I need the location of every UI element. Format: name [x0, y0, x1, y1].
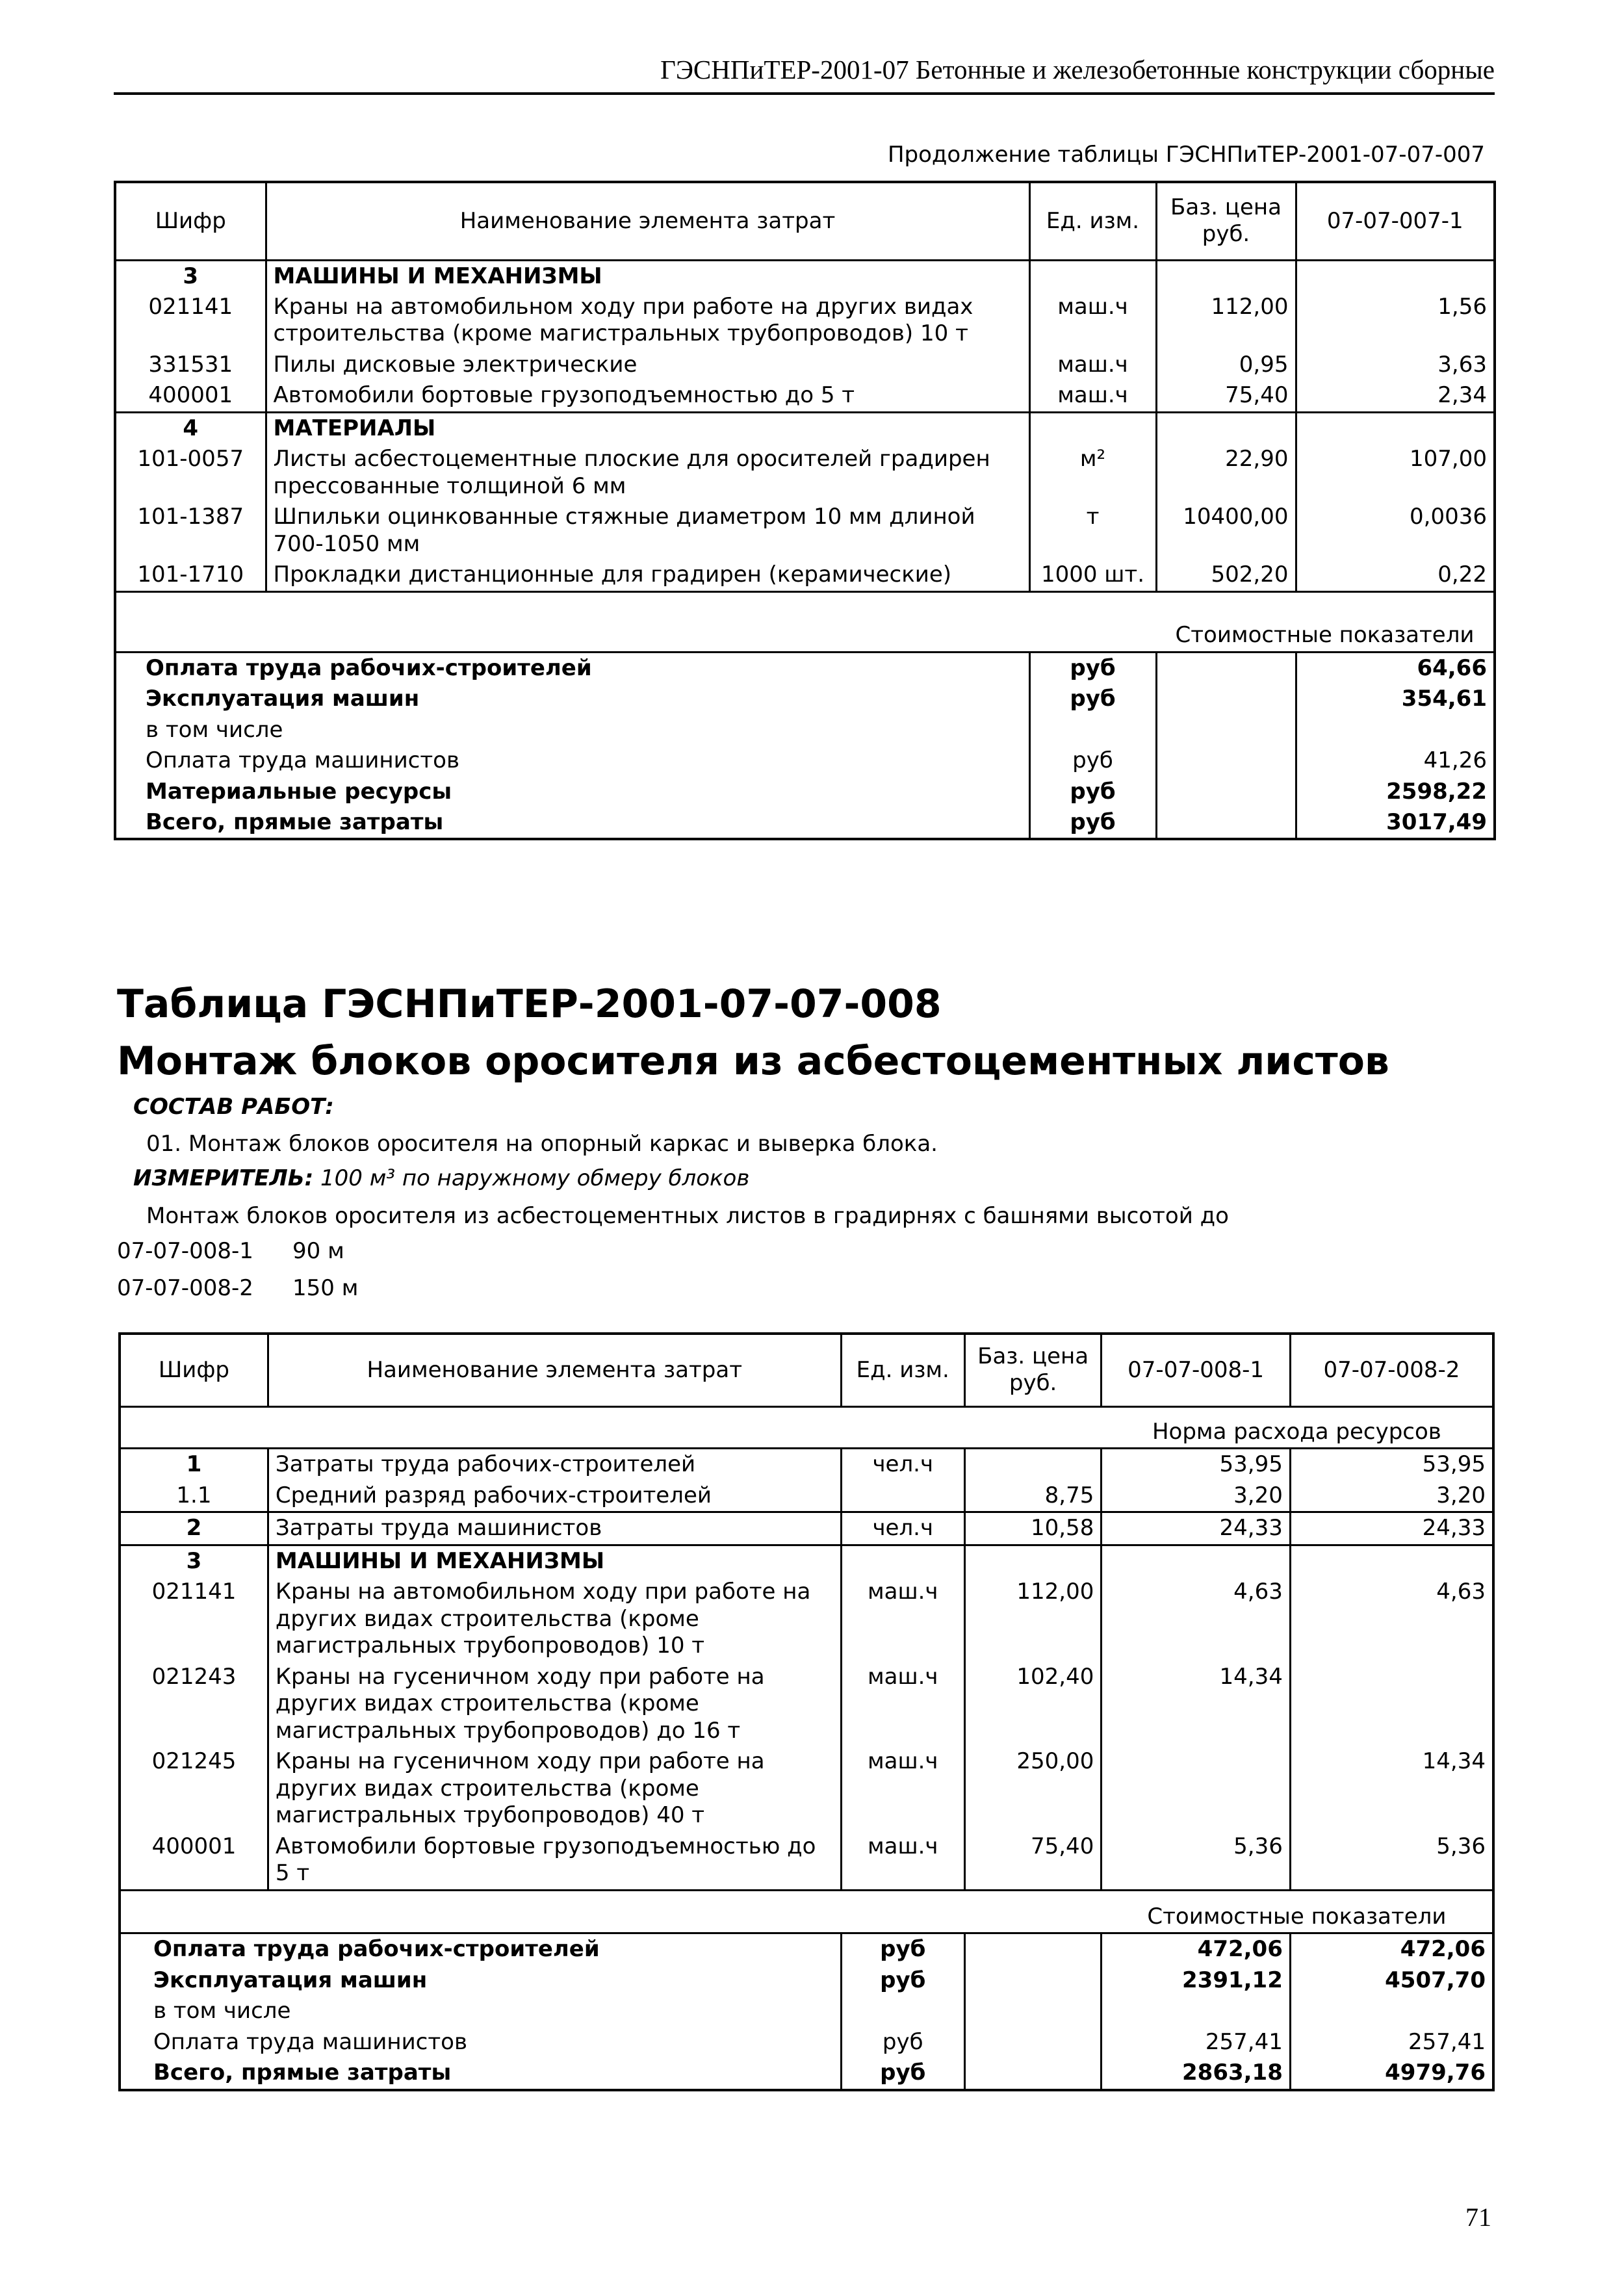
row-price: 10400,00	[1156, 502, 1296, 560]
row-v1: 14,34	[1102, 1662, 1291, 1746]
row-unit: маш.ч	[841, 1577, 964, 1661]
table-row	[115, 502, 1495, 560]
row-v1: 2,34	[1296, 380, 1495, 412]
cost-v1: 354,61	[1296, 684, 1495, 714]
row-v2: 14,34	[1290, 1746, 1493, 1831]
cost-unit: руб	[841, 2027, 964, 2058]
row-v2: 3,20	[1290, 1480, 1493, 1512]
cost-unit: руб	[1029, 684, 1156, 714]
row-code: 1	[120, 1449, 268, 1480]
table-07-07-007	[114, 181, 1496, 840]
cost-name: Всего, прямые затраты	[146, 808, 444, 835]
table-row	[120, 1577, 1493, 1661]
section-code: 3	[120, 1545, 268, 1577]
row-v2: 53,95	[1290, 1449, 1493, 1480]
col-header-v2: 07-07-008-2	[1290, 1334, 1493, 1406]
section-row	[120, 1545, 1493, 1577]
row-price: 112,00	[1156, 292, 1296, 350]
row-code: 400001	[148, 382, 233, 409]
variant-code: 07-07-008-2	[117, 1275, 253, 1301]
cost-unit: руб	[1029, 745, 1156, 776]
row-v1: 0,0036	[1296, 502, 1495, 560]
cost-row	[115, 745, 1495, 776]
cost-name: Эксплуатация машин	[153, 1967, 428, 1993]
table-subtitle: Монтаж блоков оросителя из асбестоцементных листов	[117, 1039, 1389, 1084]
cost-name: Оплата труда машинистов	[146, 747, 460, 774]
row-v1: 1,56	[1296, 292, 1495, 350]
running-header: ГЭСНПиТЕР-2001-07 Бетонные и железобетонные конструкции сборные	[114, 47, 1495, 95]
col-header-price: Баз. цена руб.	[964, 1334, 1101, 1406]
cost-row	[115, 715, 1495, 745]
cost-name: Оплата труда машинистов	[153, 2028, 468, 2055]
cost-v1: 2863,18	[1102, 2058, 1291, 2089]
cost-unit: руб	[841, 1933, 964, 1965]
cost-row	[120, 1933, 1493, 1965]
row-name: Краны на автомобильном ходу при работе на других видах строительства (кроме магистральных трубопроводов) 10 т	[268, 1577, 841, 1661]
work-item: 01. Монтаж блоков оросителя на опорный каркас и выверка блока.	[146, 1131, 938, 1157]
row-unit: 1000 шт.	[1029, 560, 1156, 591]
row-price: 8,75	[964, 1480, 1101, 1512]
cost-name: Оплата труда рабочих-строителей	[115, 652, 1029, 684]
cost-v1: 64,66	[1296, 652, 1495, 684]
row-code: 021243	[151, 1663, 237, 1690]
cost-unit: руб	[1029, 777, 1156, 807]
row-unit: м²	[1029, 444, 1156, 502]
row-code: 101-1710	[137, 562, 244, 588]
norm-label: Норма расхода ресурсов	[1152, 1419, 1441, 1445]
row-unit: чел.ч	[841, 1449, 964, 1480]
col-header-code: Шифр	[115, 182, 266, 260]
table-row	[120, 1746, 1493, 1831]
row-unit: маш.ч	[1029, 292, 1156, 350]
table-row	[115, 380, 1495, 412]
row-price: 112,00	[964, 1577, 1101, 1661]
section-code: 4	[115, 412, 266, 444]
section-name: МАШИНЫ И МЕХАНИЗМЫ	[266, 260, 1029, 292]
row-name: Пилы дисковые электрические	[266, 350, 1029, 380]
description: Монтаж блоков оросителя из асбестоцементных листов в градирнях с башнями высотой до	[146, 1203, 1229, 1229]
row-code: 101-1387	[137, 504, 244, 530]
cost-row	[120, 2058, 1493, 2089]
row-code: 101-0057	[137, 446, 244, 472]
row-name: Шпильки оцинкованные стяжные диаметром 10 мм длиной 700-1050 мм	[266, 502, 1029, 560]
cost-name: Всего, прямые затраты	[153, 2060, 452, 2086]
table-row	[115, 292, 1495, 350]
variant-value: 150 м	[292, 1275, 359, 1301]
cost-label-row	[115, 620, 1495, 652]
sostav-label: СОСТАВ РАБОТ:	[133, 1094, 334, 1120]
row-price: 102,40	[964, 1662, 1101, 1746]
cost-label: Стоимостные показатели	[1175, 622, 1475, 649]
row-v1: 3,63	[1296, 350, 1495, 380]
row-name: Краны на гусеничном ходу при работе на других видах строительства (кроме магистральных трубопроводов) 40 т	[268, 1746, 841, 1831]
col-header-name: Наименование элемента затрат	[268, 1334, 841, 1406]
cost-v1: 257,41	[1102, 2027, 1291, 2058]
row-code: 1.1	[176, 1482, 212, 1508]
cost-unit: руб	[841, 1965, 964, 1996]
cost-name: Эксплуатация машин	[146, 686, 420, 712]
cost-v1: 472,06	[1102, 1933, 1291, 1965]
row-unit: маш.ч	[841, 1831, 964, 1890]
measure-line	[133, 1165, 749, 1191]
row-name: Затраты труда машинистов	[268, 1512, 841, 1545]
table-row	[120, 1480, 1493, 1512]
row-unit	[841, 1480, 964, 1512]
cost-v1: 3017,49	[1296, 807, 1495, 839]
row-unit: маш.ч	[1029, 350, 1156, 380]
row-name: Краны на автомобильном ходу при работе на других видах строительства (кроме магистральных трубопроводов) 10 т	[266, 292, 1029, 350]
cost-v2: 257,41	[1290, 2027, 1493, 2058]
col-header-name: Наименование элемента затрат	[266, 182, 1029, 260]
section-code: 3	[183, 263, 199, 289]
row-v1: 3,20	[1102, 1480, 1291, 1512]
col-header-v1: 07-07-007-1	[1296, 182, 1495, 260]
row-v1: 53,95	[1102, 1449, 1291, 1480]
row-code: 021141	[151, 1579, 237, 1605]
cost-name: в том числе	[146, 716, 283, 743]
row-v1: 4,63	[1102, 1577, 1291, 1661]
row-price: 502,20	[1156, 560, 1296, 591]
row-name: Прокладки дистанционные для градирен (керамические)	[266, 560, 1029, 591]
row-price: 0,95	[1156, 350, 1296, 380]
cost-v1: 41,26	[1296, 745, 1495, 776]
cost-v1: 2391,12	[1102, 1965, 1291, 1996]
measure-text: 100 м³ по наружному обмеру блоков	[320, 1165, 750, 1191]
row-unit: чел.ч	[841, 1512, 964, 1545]
cost-v2: 4507,70	[1290, 1965, 1493, 1996]
row-name: Автомобили бортовые грузоподъемностью до 5 т	[268, 1831, 841, 1890]
row-price	[964, 1449, 1101, 1480]
section-row	[115, 260, 1495, 292]
continuation-caption: Продолжение таблицы ГЭСНПиТЕР-2001-07-07-007	[887, 142, 1485, 168]
section-row	[115, 412, 1495, 444]
cost-v1: 2598,22	[1296, 777, 1495, 807]
table-title: Таблица ГЭСНПиТЕР-2001-07-07-008	[117, 981, 942, 1027]
row-price: 250,00	[964, 1746, 1101, 1831]
cost-unit: руб	[841, 2058, 964, 2089]
row-code: 2	[120, 1512, 268, 1545]
cost-row	[115, 652, 1495, 684]
table-row	[120, 1449, 1493, 1480]
row-v1: 107,00	[1296, 444, 1495, 502]
measure-label: ИЗМЕРИТЕЛЬ:	[133, 1165, 314, 1191]
table-row	[115, 350, 1495, 380]
row-unit: маш.ч	[841, 1662, 964, 1746]
cost-name: в том числе	[153, 1998, 291, 2024]
cost-label-row	[120, 1902, 1493, 1933]
cost-row	[120, 1996, 1493, 2026]
cost-v2: 4979,76	[1290, 2058, 1493, 2089]
row-unit: маш.ч	[1029, 380, 1156, 412]
row-v2: 4,63	[1290, 1577, 1493, 1661]
col-header-unit: Ед. изм.	[1029, 182, 1156, 260]
row-v1	[1102, 1746, 1291, 1831]
row-unit: т	[1029, 502, 1156, 560]
table-row	[120, 1831, 1493, 1890]
row-name: Краны на гусеничном ходу при работе на других видах строительства (кроме магистральных трубопроводов) до 16 т	[268, 1662, 841, 1746]
row-unit: маш.ч	[841, 1746, 964, 1831]
table-row	[120, 1512, 1493, 1545]
table-row	[115, 444, 1495, 502]
row-price: 22,90	[1156, 444, 1296, 502]
cost-unit: руб	[1029, 807, 1156, 839]
row-price: 75,40	[964, 1831, 1101, 1890]
row-v2: 5,36	[1290, 1831, 1493, 1890]
table-row	[120, 1662, 1493, 1746]
row-name: Затраты труда рабочих-строителей	[268, 1449, 841, 1480]
cost-label: Стоимостные показатели	[1147, 1904, 1447, 1930]
cost-row	[120, 2027, 1493, 2058]
norm-label-row	[120, 1417, 1493, 1449]
col-header-v1: 07-07-008-1	[1102, 1334, 1291, 1406]
row-v1: 0,22	[1296, 560, 1495, 591]
table-07-07-008	[118, 1332, 1495, 2091]
row-v2: 24,33	[1290, 1512, 1493, 1545]
row-code: 331531	[148, 351, 233, 378]
row-code: 021245	[151, 1748, 237, 1775]
cost-v2: 472,06	[1290, 1933, 1493, 1965]
section-name: МАТЕРИАЛЫ	[266, 412, 1029, 444]
cost-row	[120, 1965, 1493, 1996]
row-name: Автомобили бортовые грузоподъемностью до 5 т	[266, 380, 1029, 412]
variant-code: 07-07-008-1	[117, 1238, 253, 1264]
cost-row	[115, 807, 1495, 839]
cost-name: Материальные ресурсы	[146, 778, 452, 805]
row-name: Средний разряд рабочих-строителей	[268, 1480, 841, 1512]
cost-row	[115, 777, 1495, 807]
table-row	[115, 560, 1495, 591]
cost-row	[115, 684, 1495, 714]
section-name: МАШИНЫ И МЕХАНИЗМЫ	[268, 1545, 841, 1577]
row-price: 75,40	[1156, 380, 1296, 412]
page-number: 71	[1465, 2203, 1491, 2232]
cost-unit: руб	[1029, 652, 1156, 684]
col-header-unit: Ед. изм.	[841, 1334, 964, 1406]
row-v1: 24,33	[1102, 1512, 1291, 1545]
row-name: Листы асбестоцементные плоские для оросителей градирен прессованные толщиной 6 мм	[266, 444, 1029, 502]
row-code: 021141	[148, 293, 233, 320]
row-v1: 5,36	[1102, 1831, 1291, 1890]
row-price: 10,58	[964, 1512, 1101, 1545]
cost-name: Оплата труда рабочих-строителей	[120, 1933, 841, 1965]
row-code: 400001	[151, 1833, 237, 1859]
row-v2	[1290, 1662, 1493, 1746]
variant-value: 90 м	[292, 1238, 344, 1264]
col-header-price: Баз. цена руб.	[1156, 182, 1296, 260]
col-header-code: Шифр	[120, 1334, 268, 1406]
